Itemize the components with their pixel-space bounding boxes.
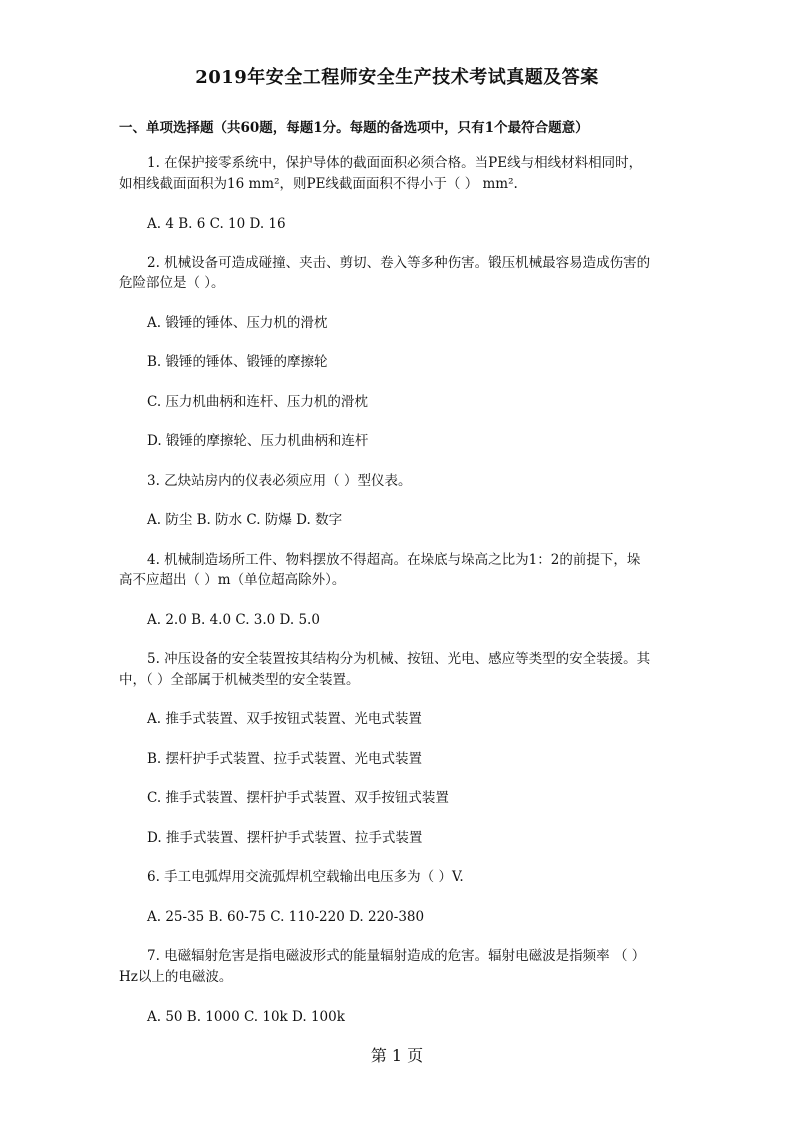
question-2-option-a: A. 锻锤的锤体、压力机的滑枕 [147,315,328,331]
question-6-line-1: 6. 手工电弧焊用交流弧焊机空载输出电压多为（ ）V. [147,869,464,885]
question-3-options: A. 防尘 B. 防水 C. 防爆 D. 数字 [147,512,343,528]
document-title: 2019年安全工程师安全生产技术考试真题及答案 [195,67,599,88]
question-2-option-c: C. 压力机曲柄和连杆、压力机的滑枕 [147,394,368,410]
question-1-options: A. 4 B. 6 C. 10 D. 16 [147,216,286,232]
question-7-line-2: Hz以上的电磁波。 [119,969,233,985]
question-4-line-2: 高不应超出（ ）m（单位超高除外）。 [119,572,346,588]
question-4-line-1: 4. 机械制造场所工件、物料摆放不得超高。在垛底与垛高之比为1：2的前提下，垛 [147,552,641,568]
question-5-line-1: 5. 冲压设备的安全装置按其结构分为机械、按钮、光电、感应等类型的安全装援。其 [147,651,651,667]
question-1-line-2: 如相线截面面积为16 mm²，则PE线截面面积不得小于（ ） mm². [119,176,518,192]
question-2-line-1: 2. 机械设备可造成碰撞、夹击、剪切、卷入等多种伤害。锻压机械最容易造成伤害的 [147,255,651,271]
question-5-option-a: A. 推手式装置、双手按钮式装置、光电式装置 [147,711,422,727]
question-7-line-1: 7. 电磁辐射危害是指电磁波形式的能量辐射造成的危害。辐射电磁波是指频率 （ ） [147,948,646,964]
question-7-options: A. 50 B. 1000 C. 10k D. 100k [147,1009,345,1025]
question-4-options: A. 2.0 B. 4.0 C. 3.0 D. 5.0 [147,612,320,628]
page-number: 第 1 页 [370,1046,424,1065]
question-5-option-d: D. 推手式装置、摆杆护手式装置、拉手式装置 [147,830,423,846]
question-5-line-2: 中，（ ）全部属于机械类型的安全装置。 [119,672,360,688]
question-1-line-1: 1. 在保护接零系统中，保护导体的截面面积必须合格。当PE线与相线材料相同时， [147,155,643,171]
question-2-option-d: D. 锻锤的摩擦轮、压力机曲柄和连杆 [147,433,369,449]
section-heading: 一、单项选择题（共60题，每题1分。每题的备选项中，只有1个最符合题意） [119,120,589,136]
question-5-option-c: C. 推手式装置、摆杆护手式装置、双手按钮式装置 [147,790,449,806]
question-2-option-b: B. 锻锤的锤体、锻锤的摩擦轮 [147,354,328,370]
question-5-option-b: B. 摆杆护手式装置、拉手式装置、光电式装置 [147,751,423,767]
question-2-line-2: 危险部位是（ ）。 [119,275,225,291]
question-6-options: A. 25-35 B. 60-75 C. 110-220 D. 220-380 [147,909,425,925]
question-3-line-1: 3. 乙炔站房内的仪表必须应用（ ）型仪表。 [147,473,412,489]
